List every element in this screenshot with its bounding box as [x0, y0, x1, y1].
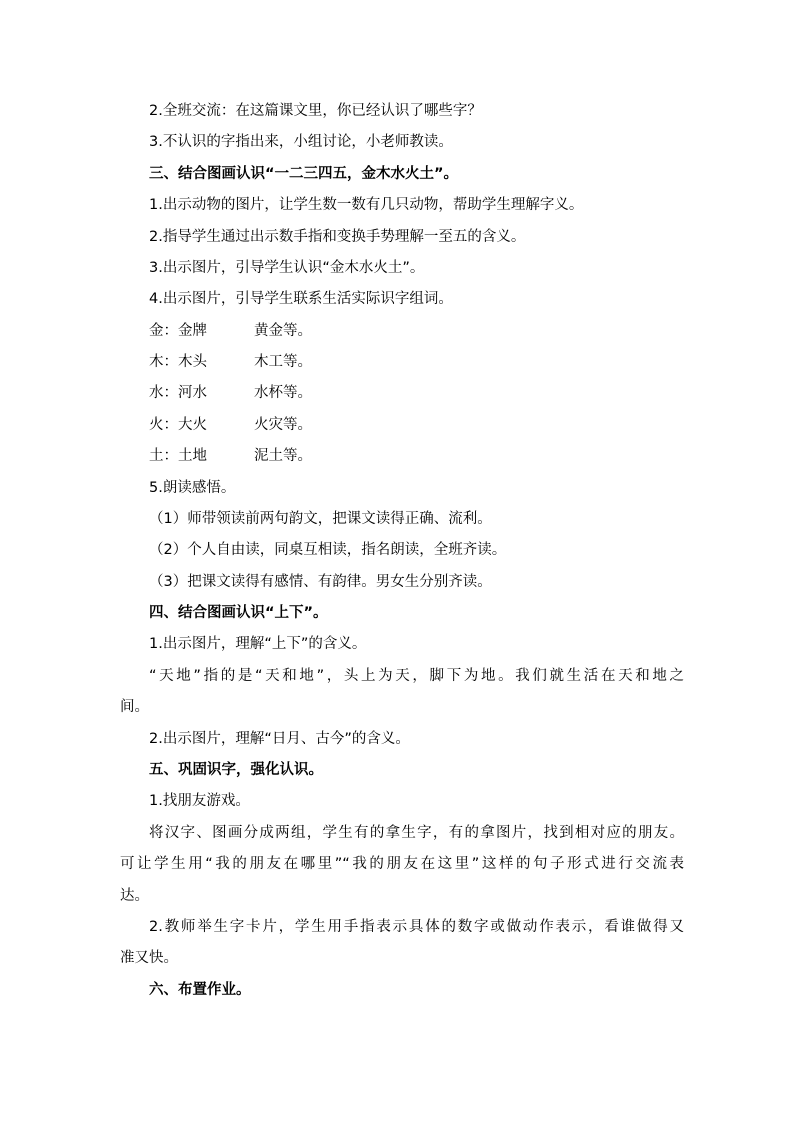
section-heading: 五、巩固识字，强化认识。 [149, 762, 323, 778]
text-line: 3.不认识的字指出来，小组讨论，小老师教读。 [149, 134, 453, 150]
word-1: 土地 [178, 448, 207, 464]
text-line: 间。 [120, 699, 149, 715]
word-char: 木： [149, 354, 178, 370]
text-line: （3）把课文读得有感情、有韵律。男女生分别齐读。 [149, 574, 492, 590]
text-line: 2.全班交流：在这篇课文里，你已经认识了哪些字？ [149, 103, 482, 119]
text-line: 可让学生用“我的朋友在哪里”“我的朋友在这里”这样的句子形式进行交流表 [120, 856, 684, 872]
text-line: 1.找朋友游戏。 [149, 793, 250, 809]
word-row [149, 321, 684, 341]
text-line: 3.出示图片，引导学生认识“金木水火土”。 [149, 260, 425, 276]
text-line: 将汉字、图画分成两组，学生有的拿生字，有的拿图片，找到相对应的朋友。 [149, 825, 684, 841]
word-char: 水： [149, 385, 178, 401]
word-2: 泥土等。 [254, 448, 312, 464]
word-1: 金牌 [178, 323, 207, 339]
word-1: 木头 [178, 354, 207, 370]
text-line: 准又快。 [120, 950, 178, 966]
text-line: 2.出示图片，理解“日月、古今”的含义。 [149, 731, 410, 747]
text-line: 5.朗读感悟。 [149, 480, 236, 496]
section-heading: 六、布置作业。 [149, 982, 251, 998]
word-1: 河水 [178, 385, 207, 401]
word-2: 木工等。 [254, 354, 312, 370]
word-row [149, 446, 684, 466]
text-line: 1.出示动物的图片，让学生数一数有几只动物，帮助学生理解字义。 [149, 197, 584, 213]
word-char: 金： [149, 323, 178, 339]
text-line: 2.指导学生通过出示数手指和变换手势理解一至五的含义。 [149, 229, 526, 245]
text-line: （1）师带领读前两句韵文，把课文读得正确、流利。 [149, 511, 492, 527]
word-row [149, 352, 684, 372]
text-line: （2）个人自由读，同桌互相读，指名朗读，全班齐读。 [149, 542, 507, 558]
text-line: “天地”指的是“天和地”，头上为天，脚下为地。我们就生活在天和地之 [149, 668, 684, 684]
word-char: 火： [149, 417, 178, 433]
word-row [149, 415, 684, 435]
text-line: 达。 [120, 888, 149, 904]
section-heading: 三、结合图画认识“一二三四五，金木水火土”。 [149, 166, 459, 182]
word-2: 火灾等。 [254, 417, 312, 433]
word-char: 土： [149, 448, 178, 464]
text-line: 2.教师举生字卡片，学生用手指表示具体的数字或做动作表示，看谁做得又 [149, 919, 684, 935]
text-line: 4.出示图片，引导学生联系生活实际识字组词。 [149, 291, 453, 307]
text-line: 1.出示图片，理解“上下”的含义。 [149, 636, 367, 652]
word-1: 大火 [178, 417, 207, 433]
word-2: 黄金等。 [254, 323, 312, 339]
word-2: 水杯等。 [254, 385, 312, 401]
section-heading: 四、结合图画认识“上下”。 [149, 605, 328, 621]
word-row [149, 383, 684, 403]
